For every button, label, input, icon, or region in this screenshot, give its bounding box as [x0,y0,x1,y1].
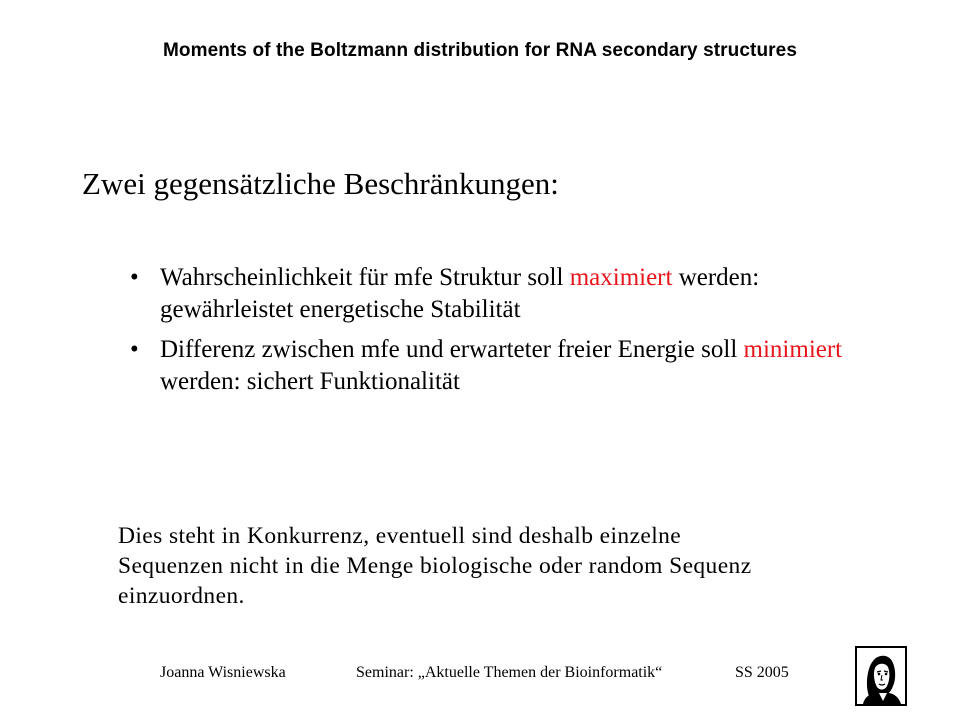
note-line: Dies steht in Konkurrenz, eventuell sind deshalb einzelne [118,523,682,549]
slide-subtitle: Zwei gegensätzliche Beschränkungen: [82,166,559,201]
bullet-text: werden: gewährleistet energetische Stabilität [160,264,760,323]
bullet-item [130,262,850,326]
bullet-text: Differenz zwischen mfe und erwarteter freier Energie soll [160,336,744,363]
note-line: einzuordnen. [118,583,245,609]
bullet-text: werden: sichert Funktionalität [160,368,460,395]
note-paragraph [118,521,908,611]
note-line: Sequenzen nicht in die Menge biologische oder random Sequenz [118,553,752,579]
bullet-item [130,334,850,398]
highlight-word: minimiert [743,336,843,363]
footer-seminar: Seminar: „Aktuelle Themen der Bioinformatik“ [356,664,663,681]
bullet-dot-icon: • [130,264,139,291]
footer-author: Joanna Wisniewska [160,664,286,681]
slide-header-title: Moments of the Boltzmann distribution for RNA secondary structures [163,40,797,61]
goethe-portrait-logo-icon [855,646,907,706]
bullet-text: Wahrscheinlichkeit für mfe Struktur soll [160,264,570,291]
footer-term: SS 2005 [735,664,789,681]
highlight-word: maximiert [569,264,673,291]
bullet-list [130,262,850,406]
bullet-dot-icon: • [130,336,139,363]
